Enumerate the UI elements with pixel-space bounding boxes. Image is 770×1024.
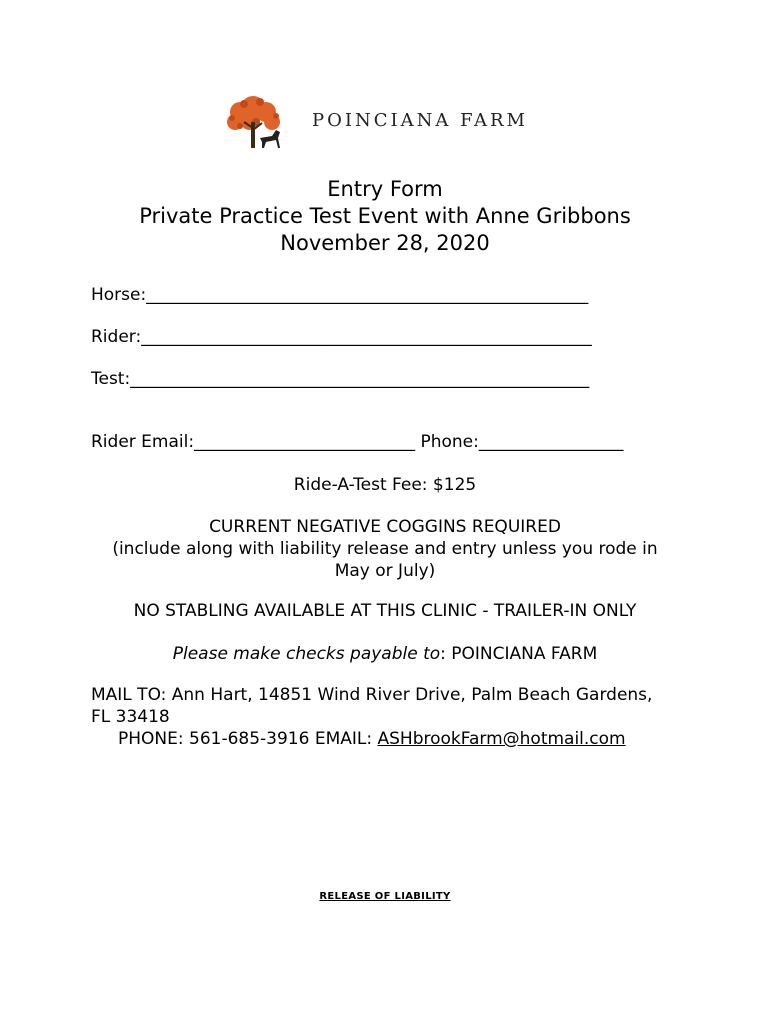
- farm-logo: [220, 92, 560, 152]
- coggins-notice: [0, 516, 770, 582]
- rider-field[interactable]: Rider:_____________________________________________________: [91, 327, 592, 347]
- stabling-notice: NO STABLING AVAILABLE AT THIS CLINIC - TRAILER-IN ONLY: [133, 601, 637, 621]
- title-event-date: November 28, 2020: [280, 231, 490, 255]
- phone-label: PHONE: 561-685-3916 EMAIL:: [118, 729, 378, 749]
- release-heading: RELEASE OF LIABILITY: [319, 891, 451, 902]
- title-event-name: Private Practice Test Event with Anne Gribbons: [139, 204, 631, 228]
- form-title: [0, 176, 770, 257]
- coggins-line-1: CURRENT NEGATIVE COGGINS REQUIRED: [209, 517, 561, 537]
- tree-horse-icon: [220, 92, 290, 152]
- horse-field[interactable]: Horse:____________________________________________________: [91, 285, 589, 305]
- coggins-line-2: (include along with liability release and entry unless you rode in: [112, 539, 658, 559]
- mail-block: [91, 684, 691, 750]
- rider-email-field-row: [91, 432, 623, 452]
- phone-field[interactable]: Phone:_________________: [420, 432, 624, 452]
- email-link[interactable]: ASHbrookFarm@hotmail.com: [377, 729, 626, 749]
- fee-text: Ride-A-Test Fee: $125: [293, 475, 477, 495]
- rider-email-field[interactable]: Rider Email:__________________________: [91, 432, 416, 452]
- checks-payee: : POINCIANA FARM: [440, 644, 598, 664]
- mail-line-2: FL 33418: [91, 707, 170, 727]
- checks-prefix: Please make checks payable to: [172, 644, 441, 664]
- test-field[interactable]: Test:______________________________________________________: [91, 369, 590, 389]
- title-entry-form: Entry Form: [327, 177, 443, 201]
- checks-payable: [0, 643, 770, 665]
- brand-name: POINCIANA FARM: [312, 110, 528, 131]
- mail-line-1: MAIL TO: Ann Hart, 14851 Wind River Drive, Palm Beach Gardens,: [91, 685, 653, 705]
- coggins-line-3: May or July): [334, 561, 436, 581]
- contact-line: [91, 728, 691, 750]
